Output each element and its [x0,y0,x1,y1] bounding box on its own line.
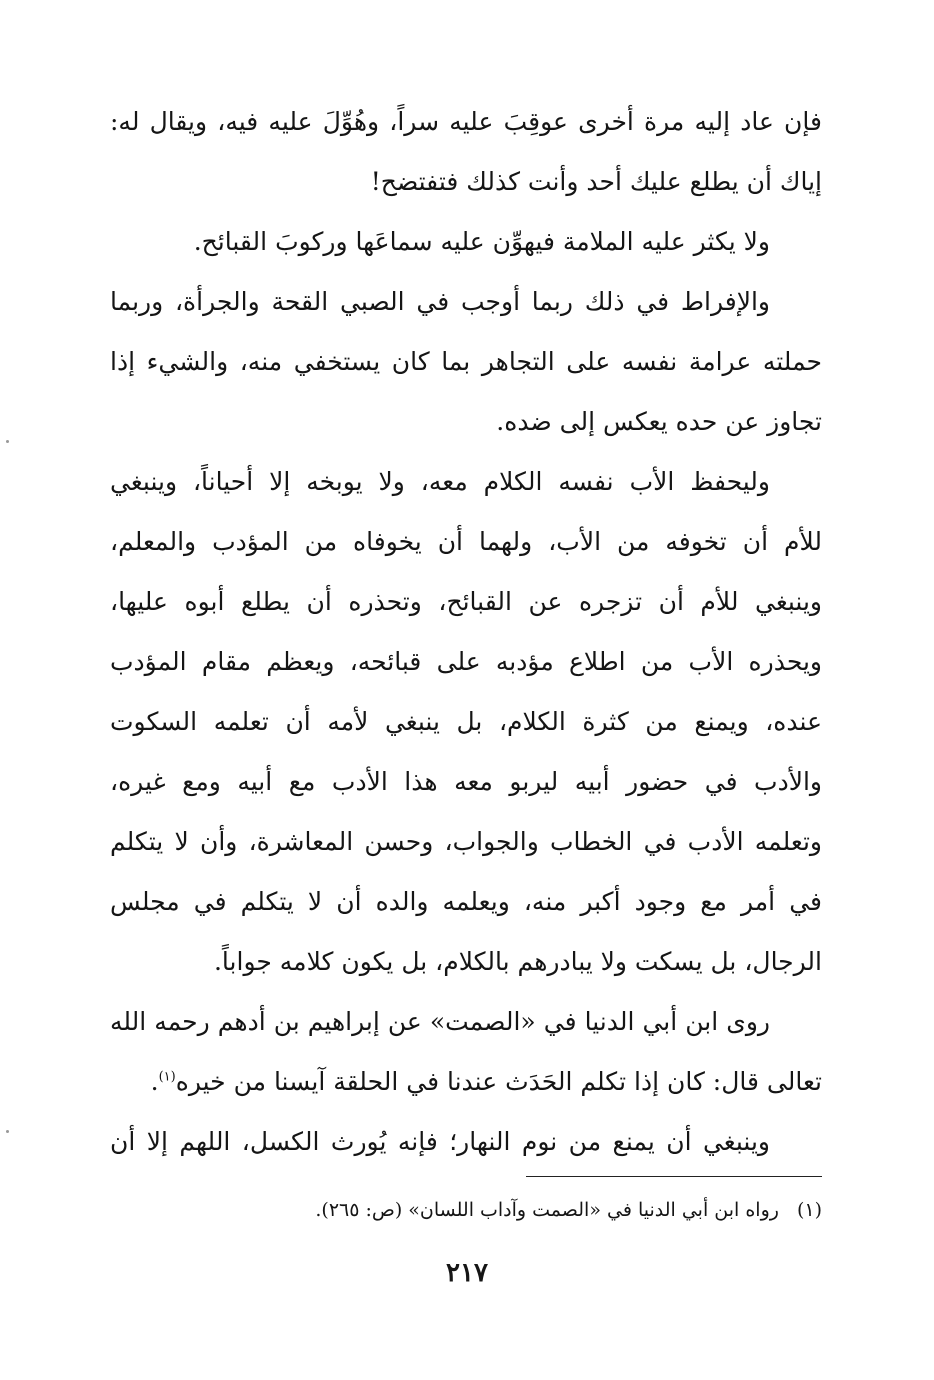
page-number: ٢١٧ [446,1258,488,1288]
main-text [110,92,822,1172]
text-line: وتعلمه الأدب في الخطاب والجواب، وحسن المعاشرة، وأن لا يتكلم [110,827,822,856]
text-line: وليحفظ الأب نفسه الكلام معه، ولا يوبخه إلا أحياناً، وينبغي [110,467,770,496]
footnote-text: رواه ابن أبي الدنيا في «الصمت وآداب اللسان» (ص: ٢٦٥). [315,1199,779,1221]
text-line: ولا يكثر عليه الملامة فيهوِّن عليه سماعَها وركوبَ القبائح. [193,227,770,256]
text-line-with-footnote [110,1052,822,1112]
text-line: روى ابن أبي الدنيا في «الصمت» عن إبراهيم بن أدهم رحمه الله [110,1007,770,1036]
text-line: فإن عاد إليه مرة أخرى عوقِبَ عليه سراً، وهُوِّلَ عليه فيه، ويقال له: [110,107,822,136]
text-line-content: تعالى قال: كان إذا تكلم الحَدَث عندنا في الحلقة آيسنا من خيره [175,1067,822,1096]
text-line: والإفراط في ذلك ربما أوجب في الصبي القحة والجرأة، وربما [110,287,770,316]
footnote-separator [526,1176,822,1177]
text-line: تجاوز عن حده يعكس إلى ضده. [496,407,822,436]
margin-speck [6,1130,9,1133]
footnote-marker[interactable]: (١) [158,1069,176,1085]
text-line: للأم أن تخوفه من الأب، ولهما أن يخوفاه من المؤدب والمعلم، [110,527,822,556]
text-line: ويحذره الأب من اطلاع مؤدبه على قبائحه، ويعظم مقام المؤدب [110,647,822,676]
text-line: والأدب في حضور أبيه ليربو معه هذا الأدب مع أبيه ومع غيره، [110,767,822,796]
text-line: إياك أن يطلع عليك أحد وأنت كذلك فتفتضح! [370,167,822,196]
text-line: عنده، ويمنع من كثرة الكلام، بل ينبغي لأمه أن تعلمه السكوت [110,707,822,736]
text-line: الرجال، بل يسكت ولا يبادرهم بالكلام، بل يكون كلامه جواباً. [213,947,822,976]
text-line: في أمر مع وجود أكبر منه، ويعلمه والده أن لا يتكلم في مجلس [110,887,822,916]
text-line: وينبغي أن يمنع من نوم النهار؛ فإنه يُورث الكسل، اللهم إلا أن [110,1127,770,1156]
margin-speck [6,440,9,443]
footnote-number: (١) [796,1199,822,1221]
line-end-period: . [150,1067,159,1096]
text-line: حملته عرامة نفسه على التجاهر بما كان يستخفي منه، والشيء إذا [110,347,822,376]
footnote [110,1194,822,1226]
text-line: وينبغي للأم أن تزجره عن القبائح، وتحذره أن يطلع أبوه عليها، [110,587,822,616]
